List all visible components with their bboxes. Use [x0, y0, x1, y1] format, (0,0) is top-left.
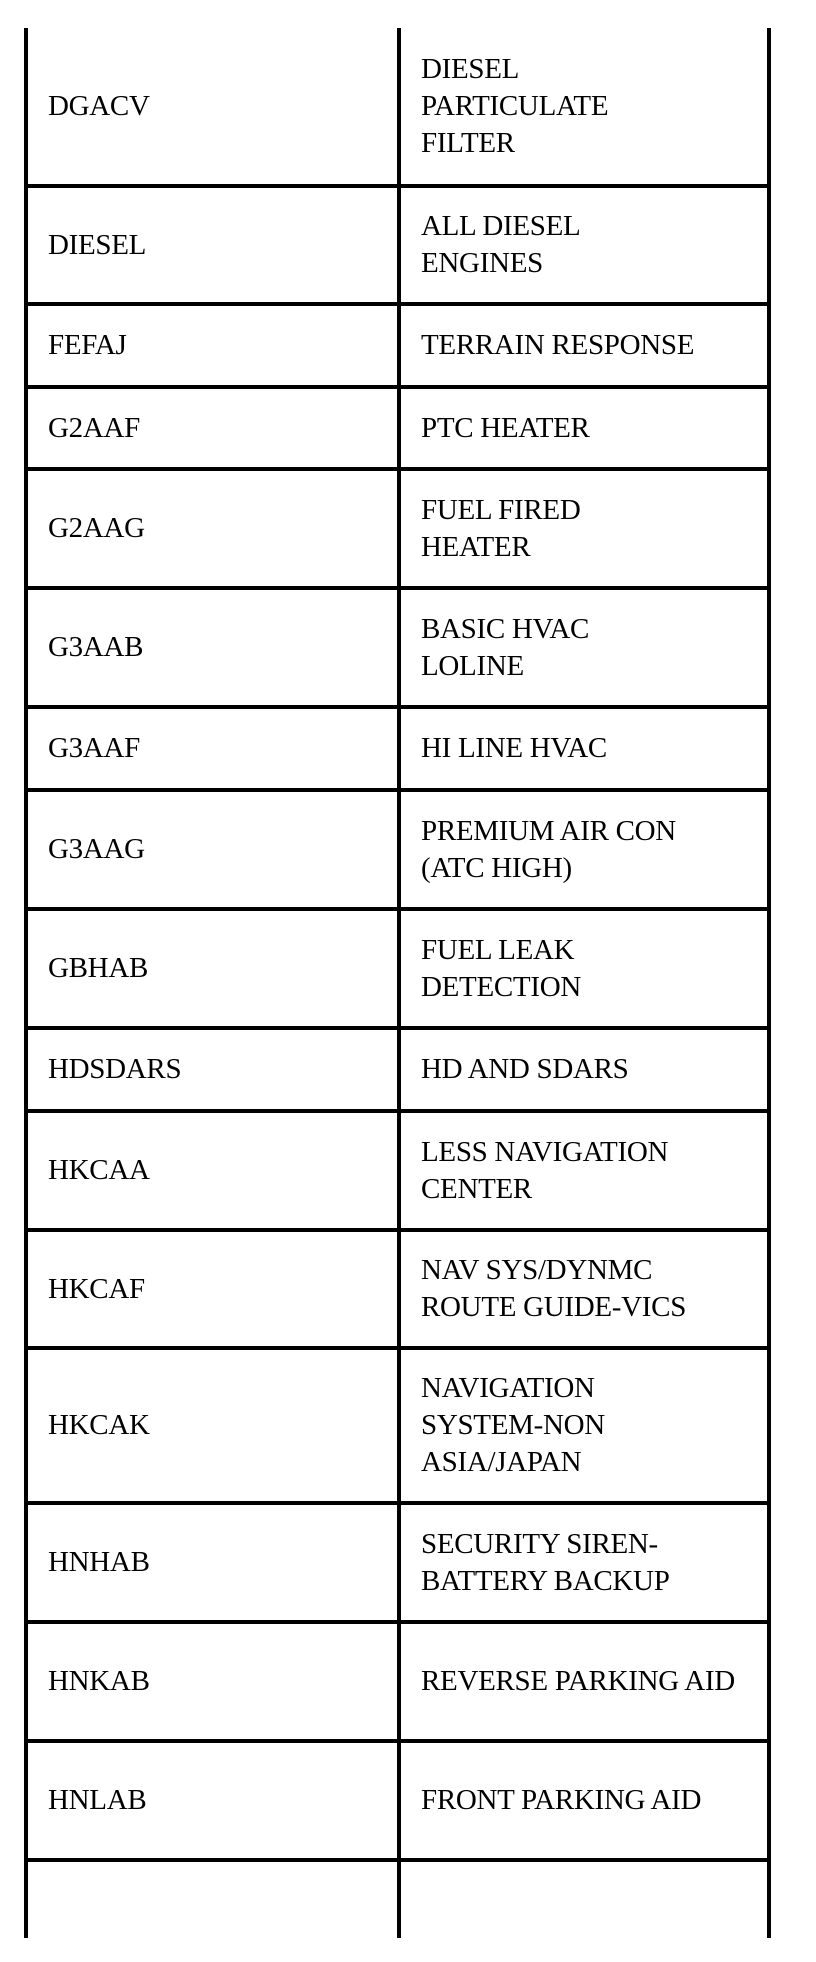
option-code-cell: DGACV [48, 89, 150, 122]
option-description-cell: SECURITY SIREN-BATTERY BACKUP [421, 1527, 670, 1597]
table-row [28, 188, 767, 302]
option-code-cell: GBHAB [48, 952, 149, 984]
option-code-cell: HNKAB [48, 1665, 150, 1697]
table-row [28, 911, 767, 1026]
option-description-cell: HI LINE HVAC [421, 732, 607, 764]
table-row-empty [28, 1862, 767, 1938]
table-row [28, 306, 767, 385]
table-row [28, 1624, 767, 1739]
option-code-cell: HNLAB [48, 1784, 147, 1816]
option-code-cell: HNHAB [48, 1546, 150, 1578]
option-code-cell: HKCAA [48, 1154, 150, 1186]
table-row [28, 792, 767, 907]
option-code-cell: FEFAJ [48, 329, 127, 361]
option-code-cell: G3AAG [48, 833, 145, 865]
option-description-cell: ALL DIESEL ENGINES [421, 210, 580, 279]
option-code-cell: G2AAF [48, 411, 140, 444]
option-description-cell: DIESEL PARTICULATE FILTER [421, 52, 609, 159]
option-description-cell: TERRAIN RESPONSE [421, 329, 695, 361]
table-row [28, 709, 767, 788]
option-description-cell: NAVIGATION SYSTEM-NON ASIA/JAPAN [421, 1372, 605, 1478]
table-border-right [767, 28, 771, 1938]
option-code-cell: G2AAG [48, 512, 145, 544]
table-row [28, 471, 767, 586]
table-row [28, 1743, 767, 1858]
option-description-cell: HD AND SDARS [421, 1053, 629, 1085]
option-description-cell: FUEL LEAK DETECTION [421, 933, 581, 1003]
option-description-cell: BASIC HVAC LOLINE [421, 612, 590, 682]
table-row [28, 28, 767, 184]
table-row [28, 1030, 767, 1109]
option-description-cell: NAV SYS/DYNMC ROUTE GUIDE-VICS [421, 1254, 687, 1323]
option-code-cell: DIESEL [48, 228, 147, 261]
option-code-cell: G3AAF [48, 732, 140, 764]
table-row [28, 1232, 767, 1346]
table-row [28, 590, 767, 705]
option-code-cell: HKCAK [48, 1409, 150, 1441]
table-row [28, 389, 767, 467]
option-description-cell: FUEL FIRED HEATER [421, 493, 581, 563]
option-code-cell: HKCAF [48, 1272, 145, 1305]
option-code-cell: G3AAB [48, 631, 144, 663]
table-row [28, 1350, 767, 1501]
option-code-cell: HDSDARS [48, 1053, 182, 1085]
option-description-cell: PTC HEATER [421, 411, 590, 444]
option-description-cell: FRONT PARKING AID [421, 1784, 702, 1816]
option-description-cell: REVERSE PARKING AID [421, 1665, 735, 1697]
option-description-cell: PREMIUM AIR CON (ATC HIGH) [421, 814, 676, 884]
table-row [28, 1113, 767, 1228]
table-row [28, 1505, 767, 1620]
option-description-cell: LESS NAVIGATION CENTER [421, 1135, 669, 1205]
